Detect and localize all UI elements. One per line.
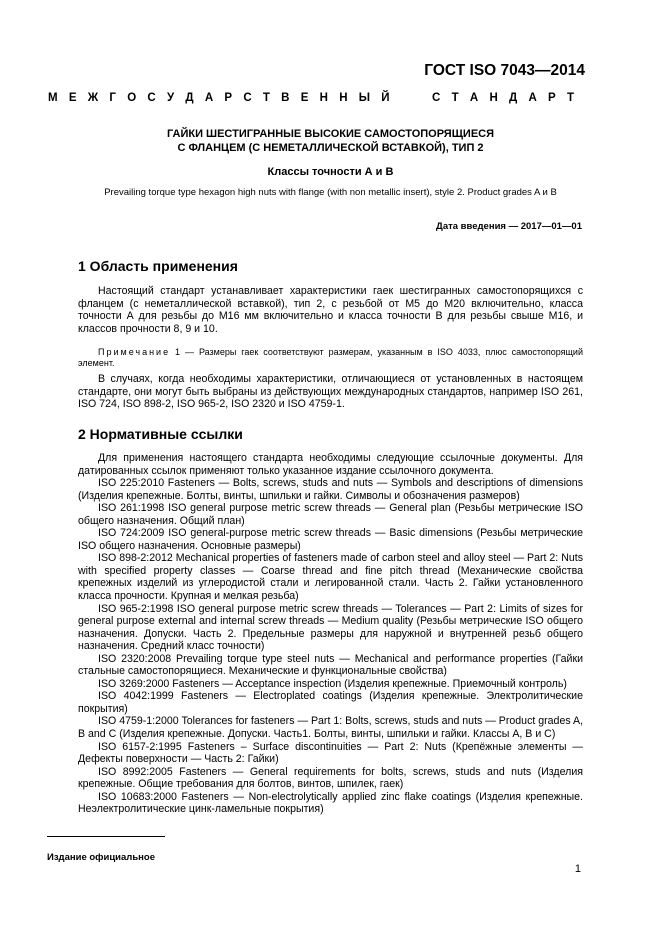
reference-item: ISO 2320:2008 Prevailing torque type steel nuts — Mechanical and performance properties (Гайки стальные самостопорящиеся. Механические и функциональные свойства) bbox=[78, 652, 583, 678]
banner-letter: Д bbox=[509, 92, 518, 104]
reference-item: ISO 261:1998 ISO general purpose metric screw threads — General plan (Резьбы метрические ISO общего назначения. Общий план) bbox=[78, 502, 583, 527]
note-text: 1 — Размеры гаек соответствуют размерам, указанным в ISO 4033, плюс самостопорящий элемент. bbox=[78, 347, 583, 368]
page-number: 1 bbox=[574, 863, 581, 875]
standard-code: ГОСТ ISO 7043—2014 bbox=[424, 62, 585, 79]
document-title-line-1: ГАЙКИ ШЕСТИГРАННЫЕ ВЫСОКИЕ САМОСТОПОРЯЩИЕСЯ bbox=[166, 128, 495, 140]
banner-letter: Н bbox=[319, 92, 328, 104]
note-1 bbox=[78, 347, 583, 369]
reference-item: ISO 3269:2000 Fasteners — Acceptance inspection (Изделия крепежные. Приемочный контроль) bbox=[98, 677, 567, 690]
banner-letter: Т bbox=[451, 92, 459, 104]
alternatives-text: В случаях, когда необходимы характеристики, отличающиеся от установленных в настоящем стандарте, они могут быть выбраны из действующих международных стандартов, например ISO 261, ISO 724, ISO 898-2, ISO 965-2, ISO 2320 и ISO 4759-1. bbox=[78, 373, 583, 411]
banner-letter: О bbox=[127, 92, 137, 104]
official-edition-label: Издание официальное bbox=[47, 852, 155, 863]
banner-letter: А bbox=[528, 92, 537, 104]
section-1-heading: 1 Область применения bbox=[78, 258, 238, 274]
reference-item: ISO 724:2009 ISO general-purpose metric screw threads — Basic dimensions (Резьбы метрические ISO общего назначения. Основные размеры) bbox=[78, 527, 583, 552]
reference-item: ISO 8992:2005 Fasteners — General requirements for bolts, screws, studs and nuts (Изделия крепежные. Общие требования для болтов, винтов, шпилек, гаек) bbox=[78, 765, 583, 791]
section-1-paragraph-1 bbox=[78, 285, 583, 335]
banner-letter: Е bbox=[68, 92, 77, 104]
banner-letter: У bbox=[166, 92, 175, 104]
banner-letter: Й bbox=[381, 92, 390, 104]
reference-item: ISO 225:2010 Fasteners — Bolts, screws, studs and nuts — Symbols and descriptions of dimensions (Изделия крепежные. Болты, винты, шпильки и гайки. Символы и обозначения размеров) bbox=[78, 477, 583, 502]
normative-intro: Для применения настоящего стандарта необходимы следующие ссылочные документы. Для датированных ссылок применяют только указанное издание ссылочного документа. bbox=[78, 452, 583, 477]
banner-letter: Н bbox=[489, 92, 498, 104]
banner-letter: Г bbox=[109, 92, 116, 104]
section-2-body bbox=[78, 452, 583, 816]
banner-letter: Ы bbox=[358, 92, 371, 104]
reference-item: ISO 965-2:1998 ISO general purpose metric screw threads — Tolerances — Part 2: Limits of sizes for general purpose external and internal screw threads — Medium quality (Резьбы метрические ISO общего назначения. Допуски. Часть 2. Предельные размеры для наружной и внутренней резьб общего назначения. Средний класс точности) bbox=[78, 602, 583, 653]
banner-letter: С bbox=[432, 92, 441, 104]
banner-letter: Е bbox=[300, 92, 309, 104]
banner-letter: С bbox=[147, 92, 156, 104]
banner-letter: Т bbox=[262, 92, 270, 104]
introduction-date: Дата введения — 2017—01—01 bbox=[436, 221, 582, 232]
banner-letter: В bbox=[281, 92, 290, 104]
english-title: Prevailing torque type hexagon high nuts with flange (with non metallic insert), style 2. Product grades A и B bbox=[104, 187, 557, 198]
banner-letter: Р bbox=[548, 92, 556, 104]
reference-item: ISO 6157-2:1995 Fasteners – Surface discontinuities — Part 2: Nuts (Крепёжные элементы — Дефекты поверхности — Часть 2: Гайки) bbox=[78, 740, 583, 766]
accuracy-classes: Классы точности А и В bbox=[267, 166, 394, 178]
note-label: Примечание bbox=[98, 347, 171, 357]
banner-letter: М bbox=[48, 92, 58, 104]
banner-letter: Н bbox=[339, 92, 348, 104]
interstate-standard-banner bbox=[48, 92, 574, 104]
reference-item: ISO 898-2:2012 Mechanical properties of fasteners made of carbon steel and alloy steel — Part 2: Nuts with specified property classes — Coarse thread and fine pitch thread (Механические свойства крепежных изделий из углеродистой стали и легированной стали. Часть 2. Гайки установленного класса прочности. Крупная и мелкая резьба) bbox=[78, 552, 583, 603]
banner-gap bbox=[401, 92, 421, 104]
banner-letter: Ж bbox=[87, 92, 99, 104]
banner-letter: А bbox=[469, 92, 479, 104]
section-1-paragraph-2 bbox=[78, 373, 583, 411]
reference-item: ISO 4759-1:2000 Tolerances for fasteners — Part 1: Bolts, screws, studs and nuts — Product grades A, B and C (Изделия крепежные. Допуски. Часть1. Болты, винты, шпильки и гайки. Классы А, В и С) bbox=[78, 715, 584, 741]
banner-letter: С bbox=[243, 92, 252, 104]
reference-item: ISO 10683:2000 Fasteners — Non-electrolytically applied zinc flake coatings (Изделия крепежные. Неэлектролитические цинк-ламельные покрытия) bbox=[78, 790, 583, 816]
banner-letter: Т bbox=[566, 92, 574, 104]
banner-letter: Р bbox=[224, 92, 233, 104]
reference-item: ISO 4042:1999 Fasteners — Electroplated coatings (Изделия крепежные. Электролитические покрытия) bbox=[78, 690, 583, 715]
banner-letter: Д bbox=[185, 92, 194, 104]
section-2-heading: 2 Нормативные ссылки bbox=[78, 426, 243, 442]
scope-text: Настоящий стандарт устанавливает характеристики гаек шестигранных самостопорящихся с фланцем (с неметаллической вставкой), тип 2, с резьбой от М5 до М20 включительно, класса точности А для резьбы до М16 мм включительно и класса точности В для резьбы свыше М16, и классов прочности 8, 9 и 10. bbox=[78, 285, 583, 335]
footer-divider bbox=[47, 836, 165, 837]
banner-letter: А bbox=[204, 92, 214, 104]
document-title-line-2: С ФЛАНЦЕМ (С НЕМЕТАЛЛИЧЕСКОЙ ВСТАВКОЙ), ТИП 2 bbox=[177, 142, 484, 154]
